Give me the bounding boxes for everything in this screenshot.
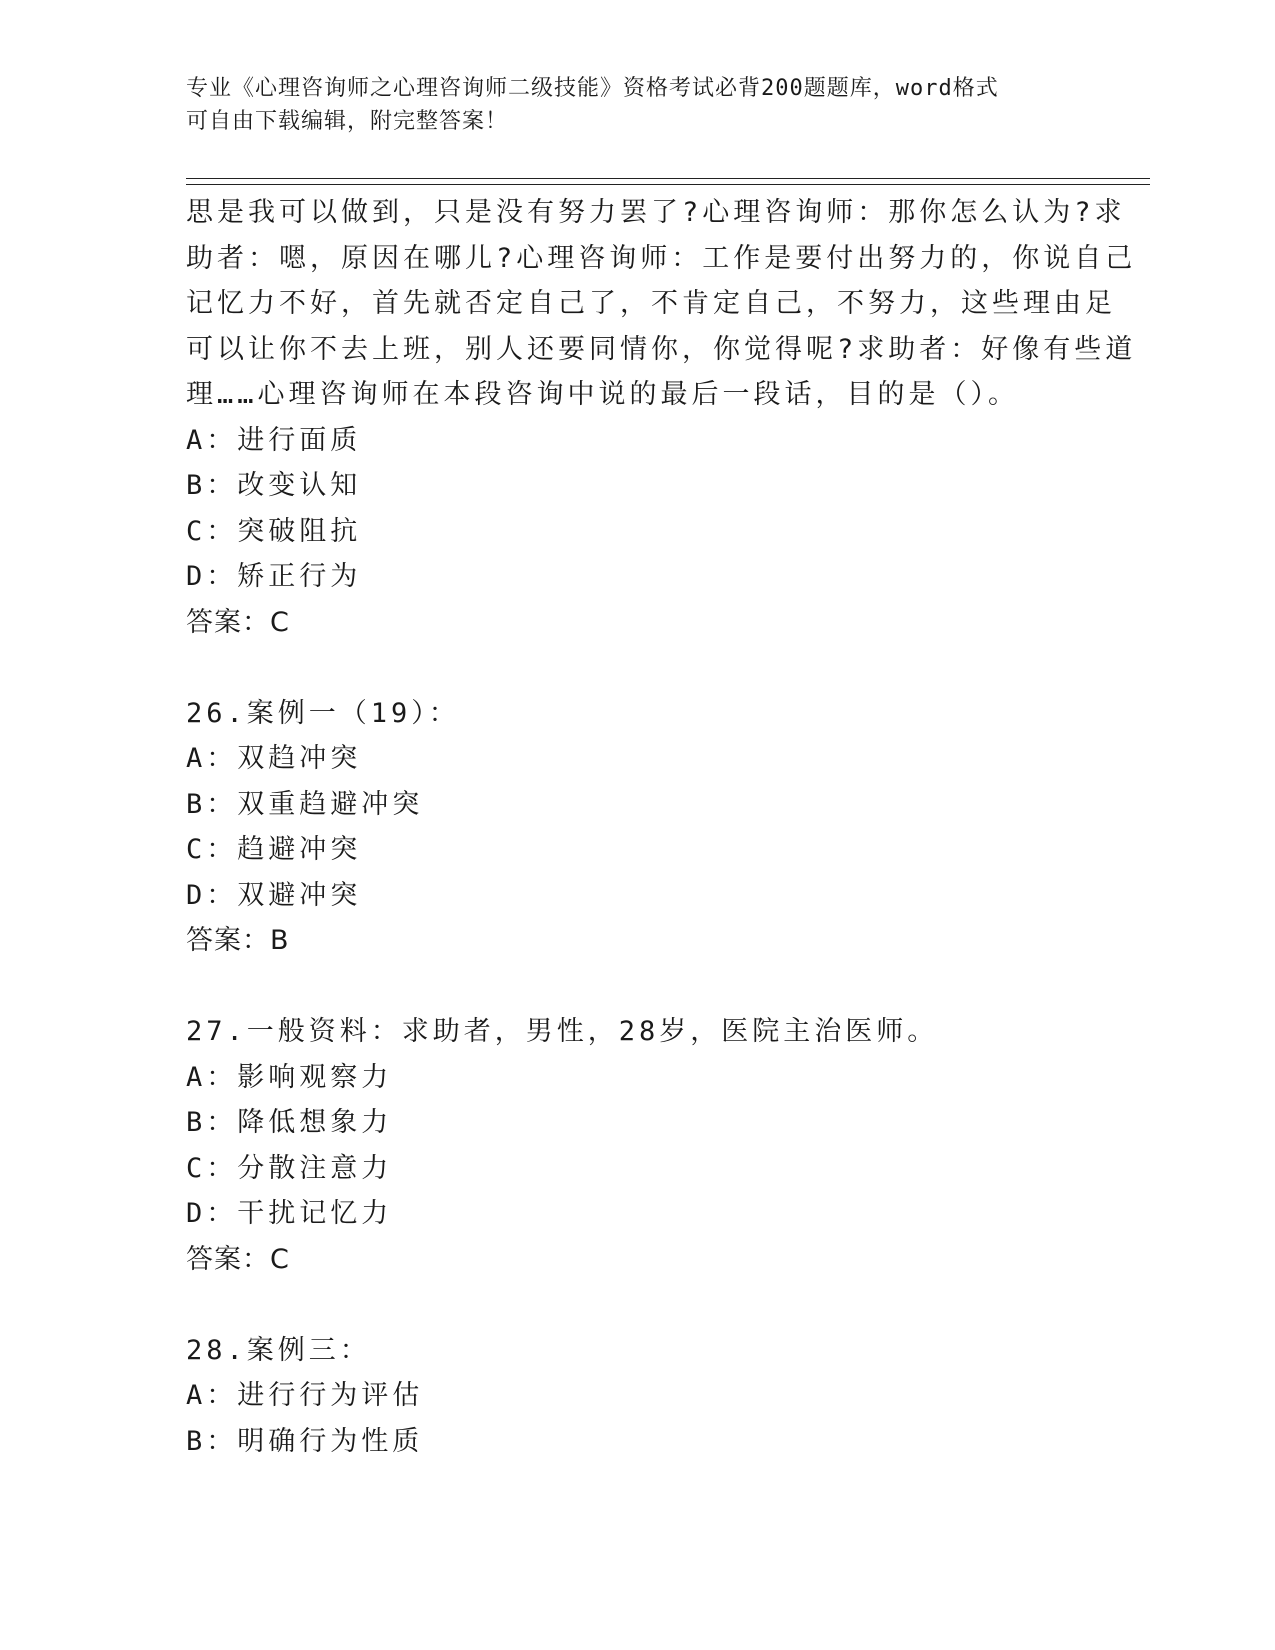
header-title-line-1: 专业《心理咨询师之心理咨询师二级技能》资格考试必背200题题库，word格式 (186, 76, 999, 101)
option-b: B：明确行为性质 (186, 1425, 424, 1457)
document-body (186, 190, 1137, 1464)
question-title: 27.一般资料：求助者，男性，28岁，医院主治医师。 (186, 1016, 939, 1047)
option-a: A：进行面质 (186, 424, 362, 456)
option-d: D：干扰记忆力 (186, 1198, 393, 1229)
question-26 (186, 691, 1086, 964)
answer-line: 答案：C (186, 606, 290, 638)
question-title: 28.案例三： (186, 1334, 371, 1366)
question-text-line: 思是我可以做到，只是没有努力罢了?心理咨询师：那你怎么认为?求 (186, 197, 1126, 228)
option-c: C：趋避冲突 (186, 834, 362, 865)
question-28 (186, 1328, 1086, 1465)
header-divider-bottom (186, 184, 1150, 185)
header-title-line-2: 可自由下载编辑，附完整答案！ (186, 109, 509, 134)
option-a: A：进行行为评估 (186, 1380, 424, 1411)
question-text-line: 记忆力不好，首先就否定自己了，不肯定自己，不努力，这些理由足 (186, 288, 1116, 319)
option-b: B：双重趋避冲突 (186, 788, 424, 820)
option-c: C：突破阻抗 (186, 515, 362, 547)
spacer (186, 964, 1086, 1010)
option-d: D：矫正行为 (186, 561, 362, 592)
option-d: D：双避冲突 (186, 879, 362, 911)
option-b: B：改变认知 (186, 470, 362, 501)
answer-line: 答案：B (186, 925, 290, 956)
spacer (186, 645, 1086, 691)
question-25 (186, 190, 1137, 645)
option-a: A：双趋冲突 (186, 743, 362, 774)
question-text-line: 助者：嗯，原因在哪儿?心理咨询师：工作是要付出努力的，你说自己 (186, 242, 1137, 274)
answer-line: 答案：C (186, 1243, 290, 1275)
option-c: C：分散注意力 (186, 1152, 393, 1184)
question-title: 26.案例一（19）： (186, 697, 460, 729)
option-a: A：影响观察力 (186, 1061, 393, 1093)
question-27 (186, 1009, 1086, 1282)
spacer (186, 1282, 1086, 1328)
question-text-line: 理……心理咨询师在本段咨询中说的最后一段话，目的是（）。 (186, 379, 1020, 410)
header-divider-top (186, 178, 1150, 179)
option-b: B：降低想象力 (186, 1107, 393, 1138)
document-header (186, 72, 1066, 138)
question-text-line: 可以让你不去上班，别人还要同情你，你觉得呢?求助者：好像有些道 (186, 333, 1137, 365)
